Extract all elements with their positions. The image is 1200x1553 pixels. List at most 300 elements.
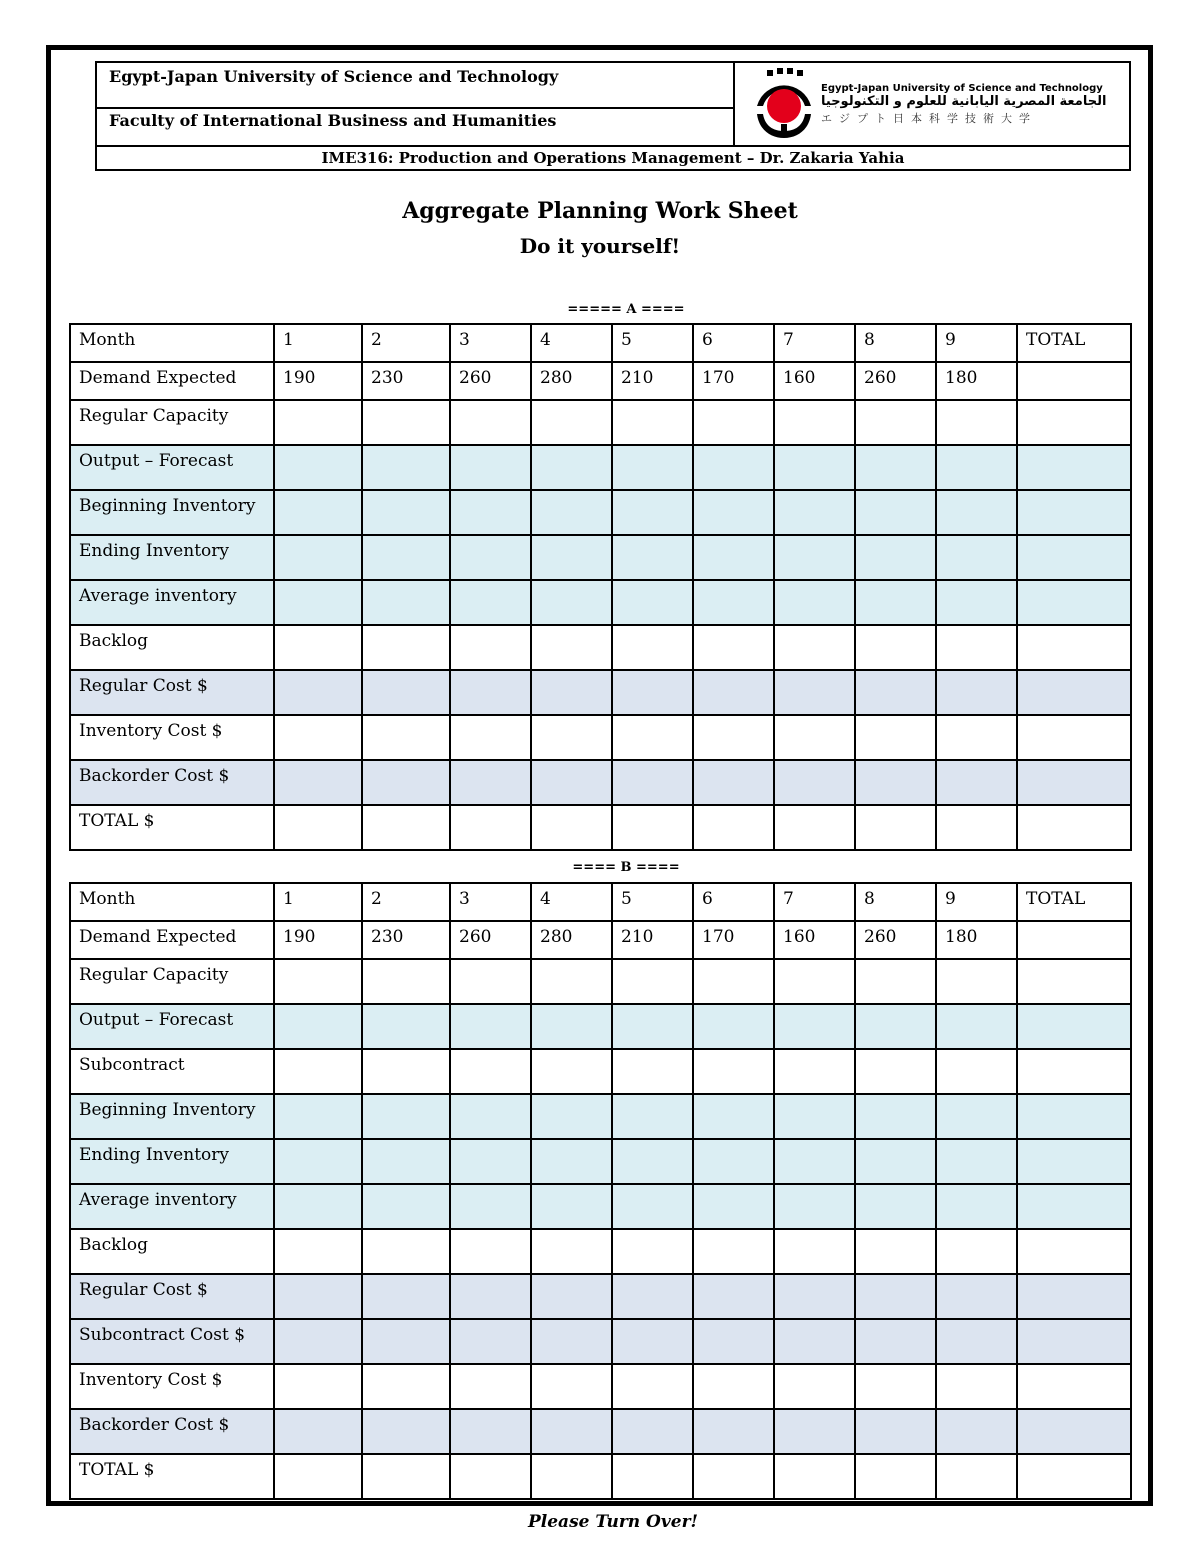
input-cell[interactable] <box>936 805 1017 850</box>
row-label: Demand Expected <box>70 921 274 959</box>
row-label: Average inventory <box>70 1184 274 1229</box>
input-cell[interactable] <box>936 1004 1017 1049</box>
input-cell[interactable] <box>612 805 693 850</box>
input-cell[interactable] <box>1017 625 1131 670</box>
input-cell[interactable] <box>450 1094 531 1139</box>
input-cell[interactable] <box>612 1274 693 1319</box>
input-cell[interactable] <box>274 1184 362 1229</box>
input-cell[interactable] <box>774 1049 855 1094</box>
course-title: IME316: Production and Operations Management – Dr. Zakaria Yahia <box>321 149 905 167</box>
month-header: 4 <box>531 883 612 921</box>
input-cell[interactable] <box>612 445 693 490</box>
input-cell[interactable] <box>774 1364 855 1409</box>
input-cell[interactable] <box>612 670 693 715</box>
input-cell[interactable] <box>274 760 362 805</box>
input-cell[interactable] <box>612 1409 693 1454</box>
input-cell[interactable] <box>1017 959 1131 1004</box>
input-cell[interactable] <box>855 760 936 805</box>
input-cell[interactable] <box>693 1319 774 1364</box>
input-cell[interactable] <box>693 1229 774 1274</box>
total-header: TOTAL <box>1017 883 1131 921</box>
input-cell[interactable] <box>1017 490 1131 535</box>
input-cell[interactable] <box>274 535 362 580</box>
worksheet-subtitle: Do it yourself! <box>519 234 681 258</box>
input-cell[interactable] <box>936 1139 1017 1184</box>
input-cell[interactable] <box>693 1184 774 1229</box>
input-cell[interactable] <box>612 715 693 760</box>
input-cell[interactable] <box>855 1409 936 1454</box>
input-cell[interactable] <box>1017 1274 1131 1319</box>
demand-cell: 160 <box>774 362 855 400</box>
input-cell[interactable] <box>693 1409 774 1454</box>
input-cell[interactable] <box>693 805 774 850</box>
input-cell[interactable] <box>774 1274 855 1319</box>
input-cell[interactable] <box>450 625 531 670</box>
input-cell[interactable] <box>936 625 1017 670</box>
input-cell[interactable] <box>936 1409 1017 1454</box>
input-cell[interactable] <box>362 1229 450 1274</box>
input-cell[interactable] <box>855 400 936 445</box>
input-cell[interactable] <box>774 1229 855 1274</box>
input-cell[interactable] <box>936 1364 1017 1409</box>
input-cell[interactable] <box>450 490 531 535</box>
input-cell[interactable] <box>855 1139 936 1184</box>
input-cell[interactable] <box>693 959 774 1004</box>
table-row <box>70 805 1131 850</box>
table-row <box>70 715 1131 760</box>
input-cell[interactable] <box>362 1049 450 1094</box>
input-cell[interactable] <box>693 400 774 445</box>
row-label: Ending Inventory <box>70 1139 274 1184</box>
input-cell[interactable] <box>612 1364 693 1409</box>
row-label: Output – Forecast <box>70 1004 274 1049</box>
input-cell[interactable] <box>274 805 362 850</box>
section-a-label: ===== A ==== <box>567 302 685 317</box>
input-cell[interactable] <box>274 1454 362 1499</box>
month-header: 2 <box>362 324 450 362</box>
input-cell[interactable] <box>936 715 1017 760</box>
row-label: Backlog <box>70 1229 274 1274</box>
input-cell[interactable] <box>531 580 612 625</box>
input-cell[interactable] <box>450 959 531 1004</box>
input-cell[interactable] <box>531 760 612 805</box>
demand-cell: 280 <box>531 921 612 959</box>
input-cell[interactable] <box>855 959 936 1004</box>
input-cell[interactable] <box>450 1409 531 1454</box>
input-cell[interactable] <box>450 715 531 760</box>
footer-note: Please Turn Over! <box>528 1512 698 1532</box>
total-header: TOTAL <box>1017 324 1131 362</box>
row-label: Output – Forecast <box>70 445 274 490</box>
input-cell[interactable] <box>612 1229 693 1274</box>
input-cell[interactable] <box>362 625 450 670</box>
input-cell[interactable] <box>774 490 855 535</box>
table-row <box>70 1274 1131 1319</box>
input-cell[interactable] <box>450 1049 531 1094</box>
input-cell[interactable] <box>855 1184 936 1229</box>
demand-cell: 180 <box>936 921 1017 959</box>
input-cell[interactable] <box>531 715 612 760</box>
table-row <box>70 1184 1131 1229</box>
input-cell[interactable] <box>855 1274 936 1319</box>
university-name: Egypt-Japan University of Science and Technology <box>109 67 559 86</box>
input-cell[interactable] <box>936 535 1017 580</box>
input-cell[interactable] <box>855 535 936 580</box>
input-cell[interactable] <box>362 1409 450 1454</box>
input-cell[interactable] <box>693 1139 774 1184</box>
input-cell[interactable] <box>774 1004 855 1049</box>
faculty-name: Faculty of International Business and Humanities <box>109 111 557 130</box>
input-cell[interactable] <box>274 1319 362 1364</box>
input-cell[interactable] <box>450 1454 531 1499</box>
input-cell[interactable] <box>1017 1139 1131 1184</box>
input-cell[interactable] <box>362 1094 450 1139</box>
input-cell[interactable] <box>1017 580 1131 625</box>
input-cell[interactable] <box>1017 1049 1131 1094</box>
row-label: Average inventory <box>70 580 274 625</box>
input-cell[interactable] <box>936 490 1017 535</box>
input-cell[interactable] <box>693 1364 774 1409</box>
input-cell[interactable] <box>612 959 693 1004</box>
input-cell[interactable] <box>531 1364 612 1409</box>
demand-cell: 190 <box>274 921 362 959</box>
input-cell[interactable] <box>855 670 936 715</box>
demand-cell: 230 <box>362 362 450 400</box>
input-cell[interactable] <box>693 1049 774 1094</box>
input-cell[interactable] <box>693 760 774 805</box>
input-cell[interactable] <box>274 670 362 715</box>
input-cell[interactable] <box>855 715 936 760</box>
input-cell[interactable] <box>531 1184 612 1229</box>
row-label: Regular Capacity <box>70 959 274 1004</box>
input-cell[interactable] <box>612 1094 693 1139</box>
input-cell[interactable] <box>531 1049 612 1094</box>
input-cell[interactable] <box>450 1139 531 1184</box>
input-cell[interactable] <box>936 1049 1017 1094</box>
input-cell[interactable] <box>1017 921 1131 959</box>
input-cell[interactable] <box>450 805 531 850</box>
input-cell[interactable] <box>362 1184 450 1229</box>
input-cell[interactable] <box>693 445 774 490</box>
table-row-month <box>70 324 1131 362</box>
input-cell[interactable] <box>693 715 774 760</box>
input-cell[interactable] <box>274 580 362 625</box>
input-cell[interactable] <box>855 805 936 850</box>
input-cell[interactable] <box>693 625 774 670</box>
input-cell[interactable] <box>274 1139 362 1184</box>
input-cell[interactable] <box>1017 400 1131 445</box>
input-cell[interactable] <box>274 1409 362 1454</box>
row-label: Month <box>70 883 274 921</box>
input-cell[interactable] <box>531 1319 612 1364</box>
input-cell[interactable] <box>450 1229 531 1274</box>
input-cell[interactable] <box>274 1364 362 1409</box>
input-cell[interactable] <box>362 1274 450 1319</box>
input-cell[interactable] <box>612 1454 693 1499</box>
table-row <box>70 1409 1131 1454</box>
input-cell[interactable] <box>531 1229 612 1274</box>
input-cell[interactable] <box>693 1274 774 1319</box>
row-label: Backorder Cost $ <box>70 1409 274 1454</box>
input-cell[interactable] <box>855 1229 936 1274</box>
input-cell[interactable] <box>274 1049 362 1094</box>
table-row <box>70 1004 1131 1049</box>
input-cell[interactable] <box>1017 362 1131 400</box>
input-cell[interactable] <box>936 959 1017 1004</box>
demand-cell: 260 <box>855 362 936 400</box>
input-cell[interactable] <box>612 1319 693 1364</box>
input-cell[interactable] <box>693 1454 774 1499</box>
input-cell[interactable] <box>362 805 450 850</box>
input-cell[interactable] <box>855 1049 936 1094</box>
demand-cell: 210 <box>612 362 693 400</box>
input-cell[interactable] <box>531 625 612 670</box>
input-cell[interactable] <box>274 1094 362 1139</box>
month-header: 5 <box>612 883 693 921</box>
table-row <box>70 1094 1131 1139</box>
section-a-table <box>69 323 1132 851</box>
input-cell[interactable] <box>1017 805 1131 850</box>
input-cell[interactable] <box>274 715 362 760</box>
input-cell[interactable] <box>531 1139 612 1184</box>
row-label: Subcontract <box>70 1049 274 1094</box>
header-divider-bottom <box>97 145 1129 147</box>
input-cell[interactable] <box>612 580 693 625</box>
input-cell[interactable] <box>612 535 693 580</box>
input-cell[interactable] <box>936 445 1017 490</box>
input-cell[interactable] <box>362 670 450 715</box>
input-cell[interactable] <box>450 1319 531 1364</box>
input-cell[interactable] <box>855 1094 936 1139</box>
input-cell[interactable] <box>362 760 450 805</box>
worksheet-title: Aggregate Planning Work Sheet <box>402 198 798 224</box>
input-cell[interactable] <box>936 1184 1017 1229</box>
row-label: Regular Capacity <box>70 400 274 445</box>
table-row <box>70 1049 1131 1094</box>
input-cell[interactable] <box>1017 1094 1131 1139</box>
input-cell[interactable] <box>531 959 612 1004</box>
table-row <box>70 1319 1131 1364</box>
input-cell[interactable] <box>1017 535 1131 580</box>
table-row-demand <box>70 362 1131 400</box>
input-cell[interactable] <box>774 400 855 445</box>
input-cell[interactable] <box>936 400 1017 445</box>
input-cell[interactable] <box>774 760 855 805</box>
row-label: TOTAL $ <box>70 805 274 850</box>
input-cell[interactable] <box>1017 1364 1131 1409</box>
input-cell[interactable] <box>774 1454 855 1499</box>
input-cell[interactable] <box>274 1004 362 1049</box>
input-cell[interactable] <box>450 1184 531 1229</box>
input-cell[interactable] <box>774 1094 855 1139</box>
input-cell[interactable] <box>936 1229 1017 1274</box>
input-cell[interactable] <box>936 1319 1017 1364</box>
input-cell[interactable] <box>274 1274 362 1319</box>
input-cell[interactable] <box>774 670 855 715</box>
input-cell[interactable] <box>531 805 612 850</box>
input-cell[interactable] <box>450 1364 531 1409</box>
input-cell[interactable] <box>855 1319 936 1364</box>
input-cell[interactable] <box>450 1274 531 1319</box>
input-cell[interactable] <box>774 805 855 850</box>
university-logo-icon <box>753 68 815 140</box>
input-cell[interactable] <box>855 490 936 535</box>
demand-cell: 210 <box>612 921 693 959</box>
input-cell[interactable] <box>1017 1004 1131 1049</box>
input-cell[interactable] <box>531 490 612 535</box>
input-cell[interactable] <box>362 445 450 490</box>
table-row <box>70 959 1131 1004</box>
month-header: 8 <box>855 324 936 362</box>
input-cell[interactable] <box>774 1184 855 1229</box>
input-cell[interactable] <box>855 445 936 490</box>
input-cell[interactable] <box>612 1049 693 1094</box>
input-cell[interactable] <box>693 1004 774 1049</box>
input-cell[interactable] <box>1017 760 1131 805</box>
input-cell[interactable] <box>774 959 855 1004</box>
row-label: Inventory Cost $ <box>70 1364 274 1409</box>
input-cell[interactable] <box>774 1409 855 1454</box>
input-cell[interactable] <box>362 715 450 760</box>
input-cell[interactable] <box>450 400 531 445</box>
input-cell[interactable] <box>612 1139 693 1184</box>
table-row <box>70 1139 1131 1184</box>
input-cell[interactable] <box>362 580 450 625</box>
input-cell[interactable] <box>274 625 362 670</box>
month-header: 3 <box>450 883 531 921</box>
input-cell[interactable] <box>774 715 855 760</box>
input-cell[interactable] <box>1017 1409 1131 1454</box>
month-header: 5 <box>612 324 693 362</box>
input-cell[interactable] <box>855 1004 936 1049</box>
demand-cell: 190 <box>274 362 362 400</box>
table-row <box>70 1454 1131 1499</box>
input-cell[interactable] <box>531 445 612 490</box>
input-cell[interactable] <box>450 670 531 715</box>
input-cell[interactable] <box>936 760 1017 805</box>
input-cell[interactable] <box>1017 1319 1131 1364</box>
input-cell[interactable] <box>612 1004 693 1049</box>
input-cell[interactable] <box>693 490 774 535</box>
logo-english-name: Egypt-Japan University of Science and Technology <box>821 83 1103 94</box>
month-header: 4 <box>531 324 612 362</box>
input-cell[interactable] <box>1017 715 1131 760</box>
input-cell[interactable] <box>274 400 362 445</box>
input-cell[interactable] <box>450 535 531 580</box>
input-cell[interactable] <box>531 1409 612 1454</box>
input-cell[interactable] <box>450 580 531 625</box>
input-cell[interactable] <box>774 445 855 490</box>
month-header: 6 <box>693 324 774 362</box>
table-row <box>70 580 1131 625</box>
row-label: Month <box>70 324 274 362</box>
input-cell[interactable] <box>362 400 450 445</box>
input-cell[interactable] <box>362 959 450 1004</box>
input-cell[interactable] <box>531 1004 612 1049</box>
table-row-demand <box>70 921 1131 959</box>
demand-cell: 260 <box>855 921 936 959</box>
input-cell[interactable] <box>362 490 450 535</box>
input-cell[interactable] <box>1017 445 1131 490</box>
input-cell[interactable] <box>450 1004 531 1049</box>
input-cell[interactable] <box>1017 670 1131 715</box>
input-cell[interactable] <box>362 1454 450 1499</box>
month-header: 3 <box>450 324 531 362</box>
input-cell[interactable] <box>531 1094 612 1139</box>
month-header: 6 <box>693 883 774 921</box>
input-cell[interactable] <box>362 1004 450 1049</box>
input-cell[interactable] <box>362 535 450 580</box>
input-cell[interactable] <box>274 490 362 535</box>
input-cell[interactable] <box>855 1364 936 1409</box>
input-cell[interactable] <box>693 1094 774 1139</box>
input-cell[interactable] <box>936 1094 1017 1139</box>
input-cell[interactable] <box>531 400 612 445</box>
input-cell[interactable] <box>774 535 855 580</box>
demand-cell: 260 <box>450 921 531 959</box>
table-row <box>70 535 1131 580</box>
input-cell[interactable] <box>855 625 936 670</box>
input-cell[interactable] <box>774 580 855 625</box>
month-header: 1 <box>274 324 362 362</box>
row-label: Regular Cost $ <box>70 1274 274 1319</box>
row-label: Backorder Cost $ <box>70 760 274 805</box>
demand-cell: 170 <box>693 362 774 400</box>
input-cell[interactable] <box>274 1229 362 1274</box>
input-cell[interactable] <box>774 1319 855 1364</box>
input-cell[interactable] <box>274 959 362 1004</box>
input-cell[interactable] <box>693 535 774 580</box>
table-row <box>70 400 1131 445</box>
input-cell[interactable] <box>362 1319 450 1364</box>
input-cell[interactable] <box>612 760 693 805</box>
input-cell[interactable] <box>855 580 936 625</box>
month-header: 7 <box>774 324 855 362</box>
month-header: 2 <box>362 883 450 921</box>
input-cell[interactable] <box>693 670 774 715</box>
input-cell[interactable] <box>531 670 612 715</box>
input-cell[interactable] <box>693 580 774 625</box>
input-cell[interactable] <box>450 760 531 805</box>
input-cell[interactable] <box>612 400 693 445</box>
input-cell[interactable] <box>936 580 1017 625</box>
input-cell[interactable] <box>450 445 531 490</box>
input-cell[interactable] <box>612 625 693 670</box>
row-label: Demand Expected <box>70 362 274 400</box>
input-cell[interactable] <box>774 625 855 670</box>
input-cell[interactable] <box>774 1139 855 1184</box>
input-cell[interactable] <box>274 445 362 490</box>
input-cell[interactable] <box>531 1454 612 1499</box>
input-cell[interactable] <box>855 1454 936 1499</box>
input-cell[interactable] <box>936 670 1017 715</box>
document-header <box>95 61 1131 171</box>
input-cell[interactable] <box>362 1364 450 1409</box>
input-cell[interactable] <box>1017 1454 1131 1499</box>
input-cell[interactable] <box>531 1274 612 1319</box>
row-label: TOTAL $ <box>70 1454 274 1499</box>
input-cell[interactable] <box>531 535 612 580</box>
row-label: Beginning Inventory <box>70 490 274 535</box>
input-cell[interactable] <box>936 1454 1017 1499</box>
input-cell[interactable] <box>1017 1184 1131 1229</box>
input-cell[interactable] <box>1017 1229 1131 1274</box>
input-cell[interactable] <box>612 1184 693 1229</box>
input-cell[interactable] <box>936 1274 1017 1319</box>
input-cell[interactable] <box>362 1139 450 1184</box>
input-cell[interactable] <box>612 490 693 535</box>
demand-cell: 160 <box>774 921 855 959</box>
